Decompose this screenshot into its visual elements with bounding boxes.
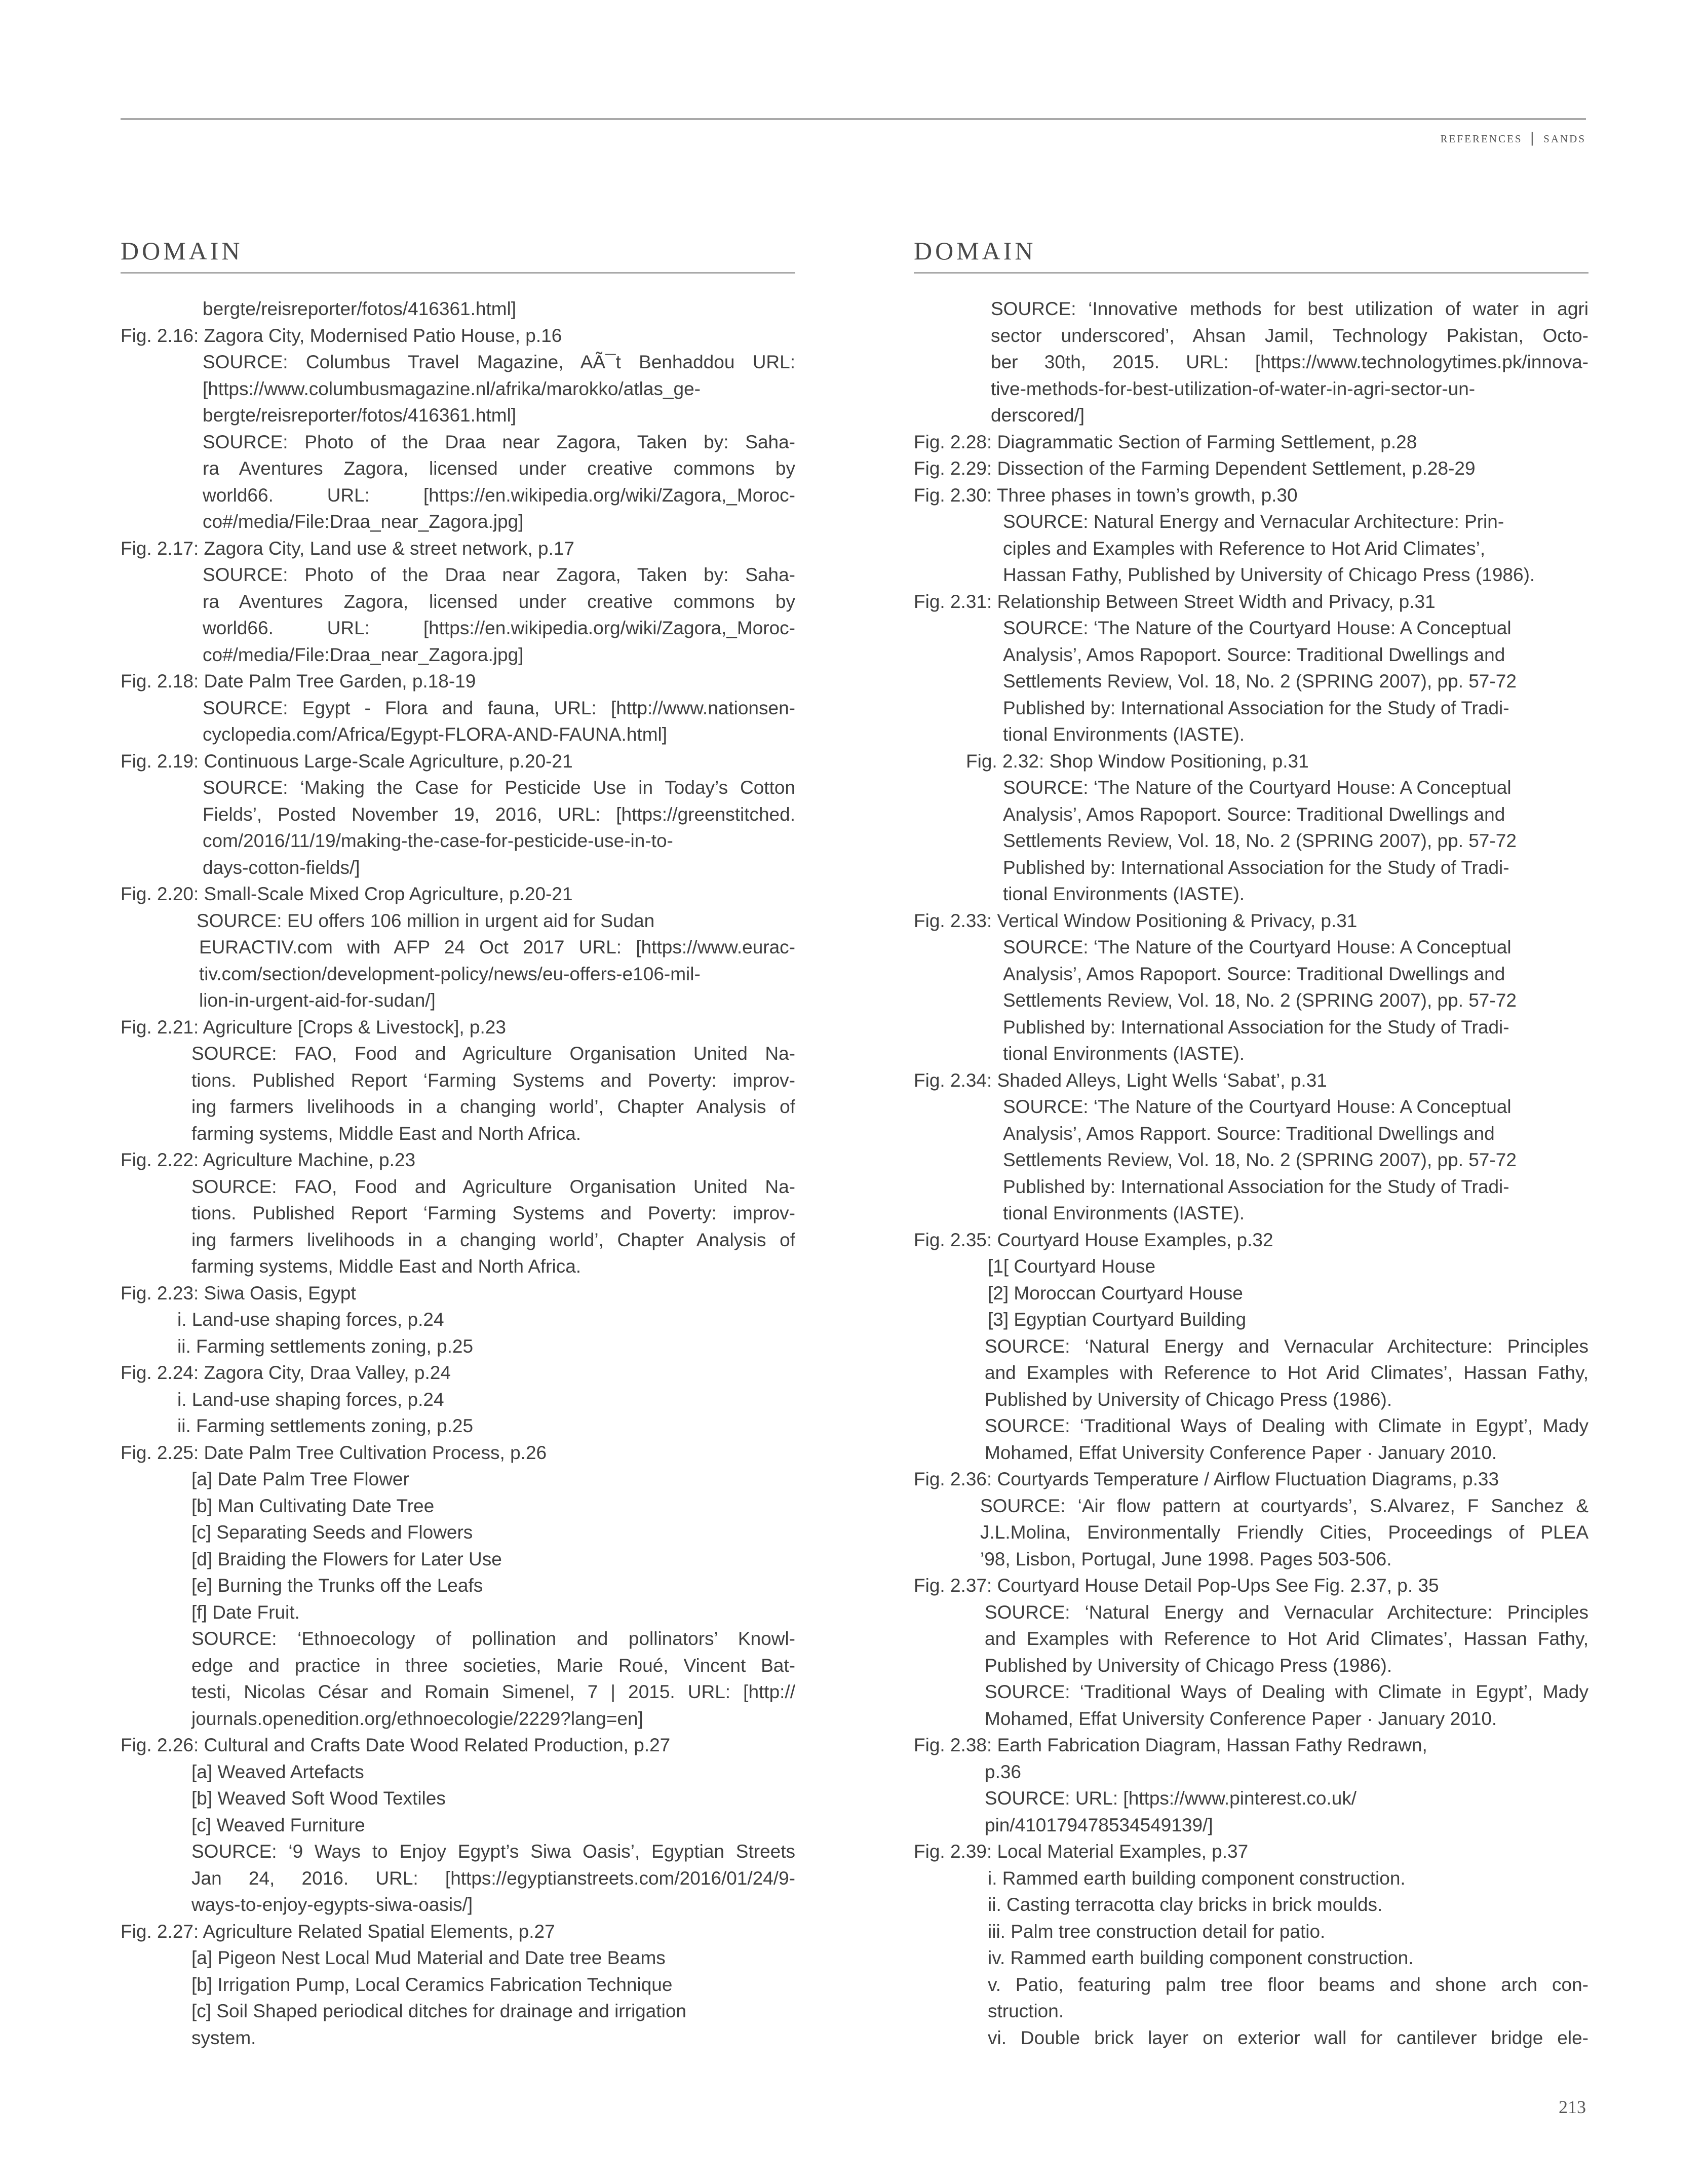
reference-line: Published by University of Chicago Press (1986).	[985, 1655, 1392, 1676]
right-column-heading: DOMAIN	[914, 237, 1588, 274]
figure-entry: Fig. 2.35: Courtyard House Examples, p.32	[914, 1229, 1273, 1250]
figure-entry: Fig. 2.27: Agriculture Related Spatial Elements, p.27	[121, 1921, 555, 1942]
reference-line: [3] Egyptian Courtyard Building	[988, 1309, 1247, 1330]
reference-line: SOURCE: Egypt - Flora and fauna, URL: [http://www.nationsen-	[203, 697, 795, 718]
reference-line: days-cotton-fields/]	[203, 857, 360, 878]
figure-entry: Fig. 2.39: Local Material Examples, p.37	[914, 1841, 1249, 1862]
reference-line: [c] Soil Shaped periodical ditches for drainage and irrigation	[191, 2001, 686, 2021]
reference-line: [https://www.columbusmagazine.nl/afrika/marokko/atlas_ge-	[203, 378, 701, 399]
right-column	[914, 237, 1588, 2051]
figure-entry: Fig. 2.36: Courtyards Temperature / Airflow Fluctuation Diagrams, p.33	[914, 1469, 1499, 1489]
reference-line: iii. Palm tree construction detail for patio.	[988, 1921, 1326, 1942]
header-section: references	[1440, 129, 1523, 146]
reference-line: Analysis’, Amos Rapoport. Source: Traditional Dwellings and	[1003, 963, 1505, 984]
figure-entry: Fig. 2.30: Three phases in town’s growth, p.30	[914, 484, 1298, 506]
reference-line: ra Aventures Zagora, licensed under creative commons by	[203, 591, 795, 612]
reference-line: tional Environments (IASTE).	[1003, 1043, 1245, 1064]
reference-line: SOURCE: Photo of the Draa near Zagora, Taken by: Saha-	[203, 564, 795, 585]
reference-line: [b] Man Cultivating Date Tree	[191, 1495, 435, 1516]
reference-line: sector underscored’, Ahsan Jamil, Technology Pakistan, Octo-	[991, 325, 1588, 346]
reference-line: lion-in-urgent-aid-for-sudan/]	[199, 990, 436, 1011]
reference-line: [b] Weaved Soft Wood Textiles	[191, 1788, 446, 1809]
reference-line: farming systems, Middle East and North Africa.	[191, 1256, 582, 1277]
figure-entry: Fig. 2.23: Siwa Oasis, Egypt	[121, 1282, 356, 1304]
reference-line: SOURCE: FAO, Food and Agriculture Organisation United Na-	[191, 1176, 795, 1197]
figure-entry: Fig. 2.29: Dissection of the Farming Dependent Settlement, p.28-29	[914, 458, 1476, 479]
reference-line: [c] Weaved Furniture	[191, 1814, 365, 1835]
reference-line: [e] Burning the Trunks off the Leafs	[191, 1575, 483, 1596]
top-rule	[121, 118, 1586, 120]
reference-line: ing farmers livelihoods in a changing world’, Chapter Analysis of	[191, 1229, 795, 1250]
reference-line: ber 30th, 2015. URL: [https://www.technologytimes.pk/innova-	[991, 352, 1588, 372]
reference-line: Jan 24, 2016. URL: [https://egyptianstreets.com/2016/01/24/9-	[191, 1867, 795, 1889]
figure-entry: Fig. 2.19: Continuous Large-Scale Agriculture, p.20-21	[121, 750, 573, 772]
figure-entry: Fig. 2.33: Vertical Window Positioning & Privacy, p.31	[914, 910, 1358, 931]
reference-line: [a] Date Palm Tree Flower	[191, 1469, 409, 1489]
page-number: 213	[1559, 2097, 1586, 2117]
reference-line: Settlements Review, Vol. 18, No. 2 (SPRING 2007), pp. 57-72	[1003, 1150, 1517, 1170]
figure-entry: Fig. 2.16: Zagora City, Modernised Patio House, p.16	[121, 325, 562, 346]
reference-line: Hassan Fathy, Published by University of Chicago Press (1986).	[1003, 564, 1535, 585]
reference-line: system.	[191, 2027, 256, 2048]
reference-line: and Examples with Reference to Hot Arid Climates’, Hassan Fathy,	[985, 1362, 1588, 1383]
figure-entry: Fig. 2.38: Earth Fabrication Diagram, Hassan Fathy Redrawn,	[914, 1735, 1427, 1755]
reference-line: Analysis’, Amos Rapport. Source: Traditional Dwellings and	[1003, 1123, 1495, 1144]
reference-line: SOURCE: ‘Natural Energy and Vernacular Architecture: Principles	[985, 1601, 1588, 1623]
reference-line: SOURCE: Photo of the Draa near Zagora, Taken by: Saha-	[203, 431, 795, 452]
reference-line: Mohamed, Effat University Conference Paper · January 2010.	[985, 1442, 1497, 1463]
left-column-heading: DOMAIN	[121, 237, 795, 274]
figure-entry: Fig. 2.32: Shop Window Positioning, p.31	[966, 750, 1309, 772]
reference-line: tions. Published Report ‘Farming Systems and Poverty: improv-	[191, 1203, 795, 1223]
left-column	[121, 237, 795, 2051]
reference-line: SOURCE: ‘9 Ways to Enjoy Egypt’s Siwa Oasis’, Egyptian Streets	[191, 1841, 795, 1862]
reference-line: co#/media/File:Draa_near_Zagora.jpg]	[203, 511, 524, 532]
header-separator: |	[1530, 129, 1536, 146]
reference-line: ciples and Examples with Reference to Hot Arid Climates’,	[1003, 538, 1486, 559]
reference-line: tive-methods-for-best-utilization-of-water-in-agri-sector-un-	[991, 378, 1476, 399]
reference-line: pin/410179478534549139/]	[985, 1814, 1213, 1835]
reference-line: ii. Farming settlements zoning, p.25	[177, 1335, 474, 1357]
reference-line: ii. Casting terracotta clay bricks in brick moulds.	[988, 1894, 1383, 1915]
figure-entry: Fig. 2.25: Date Palm Tree Cultivation Process, p.26	[121, 1442, 547, 1463]
reference-line: bergte/reisreporter/fotos/416361.html]	[203, 405, 517, 426]
reference-line: SOURCE: ‘Innovative methods for best utilization of water in agri	[991, 298, 1588, 319]
reference-line: SOURCE: ‘The Nature of the Courtyard House: A Conceptual	[1003, 937, 1512, 957]
reference-line: world66. URL: [https://en.wikipedia.org/wiki/Zagora,_Moroc-	[203, 618, 795, 638]
reference-line: Mohamed, Effat University Conference Paper · January 2010.	[985, 1708, 1497, 1729]
reference-line: tional Environments (IASTE).	[1003, 724, 1245, 745]
reference-line: SOURCE: ‘Ethnoecology of pollination and pollinators’ Knowl-	[191, 1628, 795, 1649]
figure-entry: Fig. 2.21: Agriculture [Crops & Livestock], p.23	[121, 1016, 506, 1038]
reference-line: journals.openedition.org/ethnoecologie/2229?lang=en]	[191, 1708, 643, 1729]
figure-entry: Fig. 2.18: Date Palm Tree Garden, p.18-19	[121, 671, 476, 692]
reference-line: Fields’, Posted November 19, 2016, URL: [https://greenstitched.	[203, 803, 795, 825]
reference-line: SOURCE: FAO, Food and Agriculture Organisation United Na-	[191, 1043, 795, 1064]
reference-line: Settlements Review, Vol. 18, No. 2 (SPRING 2007), pp. 57-72	[1003, 830, 1517, 851]
header-book-title: sands	[1543, 129, 1586, 146]
running-header	[1441, 129, 1586, 146]
reference-line: vi. Double brick layer on exterior wall for cantilever bridge ele-	[988, 2027, 1588, 2048]
left-reference-list	[121, 296, 795, 2051]
figure-entry: Fig. 2.17: Zagora City, Land use & street network, p.17	[121, 538, 575, 559]
reference-line: Published by: International Association for the Study of Tradi-	[1003, 1176, 1509, 1197]
figure-entry: Fig. 2.20: Small-Scale Mixed Crop Agriculture, p.20-21	[121, 884, 573, 904]
reference-line: Settlements Review, Vol. 18, No. 2 (SPRING 2007), pp. 57-72	[1003, 990, 1517, 1011]
reference-line: Analysis’, Amos Rapoport. Source: Traditional Dwellings and	[1003, 644, 1505, 665]
reference-line: [a] Pigeon Nest Local Mud Material and Date tree Beams	[191, 1947, 666, 1968]
reference-line: tional Environments (IASTE).	[1003, 1203, 1245, 1223]
reference-line: ii. Farming settlements zoning, p.25	[177, 1415, 474, 1436]
figure-entry: Fig. 2.28: Diagrammatic Section of Farming Settlement, p.28	[914, 431, 1417, 452]
reference-line: SOURCE: ‘The Nature of the Courtyard House: A Conceptual	[1003, 1096, 1512, 1117]
figure-entry: Fig. 2.37: Courtyard House Detail Pop-Ups See Fig. 2.37, p. 35	[914, 1575, 1439, 1596]
reference-line: tiv.com/section/development-policy/news/eu-offers-e106-mil-	[199, 963, 701, 984]
reference-line: ways-to-enjoy-egypts-siwa-oasis/]	[191, 1894, 473, 1915]
reference-line: SOURCE: ‘The Nature of the Courtyard House: A Conceptual	[1003, 618, 1512, 638]
figure-entry: Fig. 2.22: Agriculture Machine, p.23	[121, 1150, 416, 1170]
reference-line: world66. URL: [https://en.wikipedia.org/wiki/Zagora,_Moroc-	[203, 484, 795, 506]
reference-line: [d] Braiding the Flowers for Later Use	[191, 1548, 502, 1569]
reference-line: tional Environments (IASTE).	[1003, 884, 1245, 904]
reference-line: SOURCE: ‘Traditional Ways of Dealing with Climate in Egypt’, Mady	[985, 1681, 1588, 1702]
reference-line: SOURCE: ‘Air flow pattern at courtyards’, S.Alvarez, F Sanchez &	[980, 1495, 1588, 1516]
reference-line: struction.	[988, 2001, 1064, 2021]
reference-line: SOURCE: ‘Natural Energy and Vernacular Architecture: Principles	[985, 1335, 1588, 1357]
reference-line: Published by: International Association for the Study of Tradi-	[1003, 1016, 1509, 1038]
reference-line: derscored/]	[991, 405, 1085, 426]
reference-line: [1[ Courtyard House	[988, 1256, 1156, 1277]
reference-line: ’98, Lisbon, Portugal, June 1998. Pages 503-506.	[980, 1548, 1392, 1569]
right-reference-list	[914, 296, 1588, 2051]
figure-entry: Fig. 2.31: Relationship Between Street Width and Privacy, p.31	[914, 591, 1436, 612]
reference-line: Published by University of Chicago Press (1986).	[985, 1389, 1392, 1410]
reference-line: i. Rammed earth building component construction.	[988, 1867, 1406, 1889]
reference-line: i. Land-use shaping forces, p.24	[177, 1309, 444, 1330]
reference-line: Published by: International Association for the Study of Tradi-	[1003, 857, 1509, 878]
reference-line: testi, Nicolas César and Romain Simenel, 7 | 2015. URL: [http://	[191, 1681, 795, 1702]
reference-line: v. Patio, featuring palm tree floor beams and shone arch con-	[988, 1974, 1588, 1995]
reference-line: farming systems, Middle East and North Africa.	[191, 1123, 582, 1144]
reference-line: com/2016/11/19/making-the-case-for-pesticide-use-in-to-	[203, 830, 673, 851]
figure-entry: Fig. 2.26: Cultural and Crafts Date Wood Related Production, p.27	[121, 1735, 671, 1755]
reference-line: and Examples with Reference to Hot Arid Climates’, Hassan Fathy,	[985, 1628, 1588, 1649]
reference-line: SOURCE: EU offers 106 million in urgent aid for Sudan	[197, 910, 655, 931]
reference-line: Published by: International Association for the Study of Tradi-	[1003, 697, 1509, 718]
figure-entry: Fig. 2.34: Shaded Alleys, Light Wells ‘Sabat’, p.31	[914, 1069, 1327, 1091]
reference-line: Analysis’, Amos Rapoport. Source: Traditional Dwellings and	[1003, 803, 1505, 825]
reference-line: iv. Rammed earth building component construction.	[988, 1947, 1414, 1968]
reference-line: EURACTIV.com with AFP 24 Oct 2017 URL: [https://www.eurac-	[199, 937, 795, 957]
reference-line: SOURCE: Natural Energy and Vernacular Architecture: Prin-	[1003, 511, 1504, 532]
reference-line: Settlements Review, Vol. 18, No. 2 (SPRING 2007), pp. 57-72	[1003, 671, 1517, 692]
reference-line: p.36	[985, 1761, 1022, 1782]
reference-line: SOURCE: Columbus Travel Magazine, AÃ¯t Benhaddou URL:	[203, 352, 795, 372]
reference-line: cyclopedia.com/Africa/Egypt-FLORA-AND-FAUNA.html]	[203, 724, 668, 745]
reference-line: SOURCE: ‘The Nature of the Courtyard House: A Conceptual	[1003, 777, 1512, 798]
reference-line: [c] Separating Seeds and Flowers	[191, 1522, 473, 1543]
reference-line: [b] Irrigation Pump, Local Ceramics Fabrication Technique	[191, 1974, 673, 1995]
reference-line: co#/media/File:Draa_near_Zagora.jpg]	[203, 644, 524, 665]
reference-line: [f] Date Fruit.	[191, 1601, 300, 1623]
reference-line: edge and practice in three societies, Marie Roué, Vincent Bat-	[191, 1655, 795, 1676]
reference-line: [a] Weaved Artefacts	[191, 1761, 364, 1782]
reference-line: ra Aventures Zagora, licensed under creative commons by	[203, 458, 795, 479]
reference-line: [2] Moroccan Courtyard House	[988, 1282, 1243, 1304]
reference-line: ing farmers livelihoods in a changing world’, Chapter Analysis of	[191, 1096, 795, 1117]
reference-line: SOURCE: ‘Traditional Ways of Dealing with Climate in Egypt’, Mady	[985, 1415, 1588, 1436]
reference-line: SOURCE: URL: [https://www.pinterest.co.uk/	[985, 1788, 1357, 1809]
reference-line: bergte/reisreporter/fotos/416361.html]	[203, 298, 517, 319]
reference-line: SOURCE: ‘Making the Case for Pesticide Use in Today’s Cotton	[203, 777, 795, 798]
reference-line: tions. Published Report ‘Farming Systems and Poverty: improv-	[191, 1069, 795, 1091]
reference-line: i. Land-use shaping forces, p.24	[177, 1389, 444, 1410]
reference-line: J.L.Molina, Environmentally Friendly Cities, Proceedings of PLEA	[980, 1522, 1588, 1543]
figure-entry: Fig. 2.24: Zagora City, Draa Valley, p.24	[121, 1362, 451, 1383]
